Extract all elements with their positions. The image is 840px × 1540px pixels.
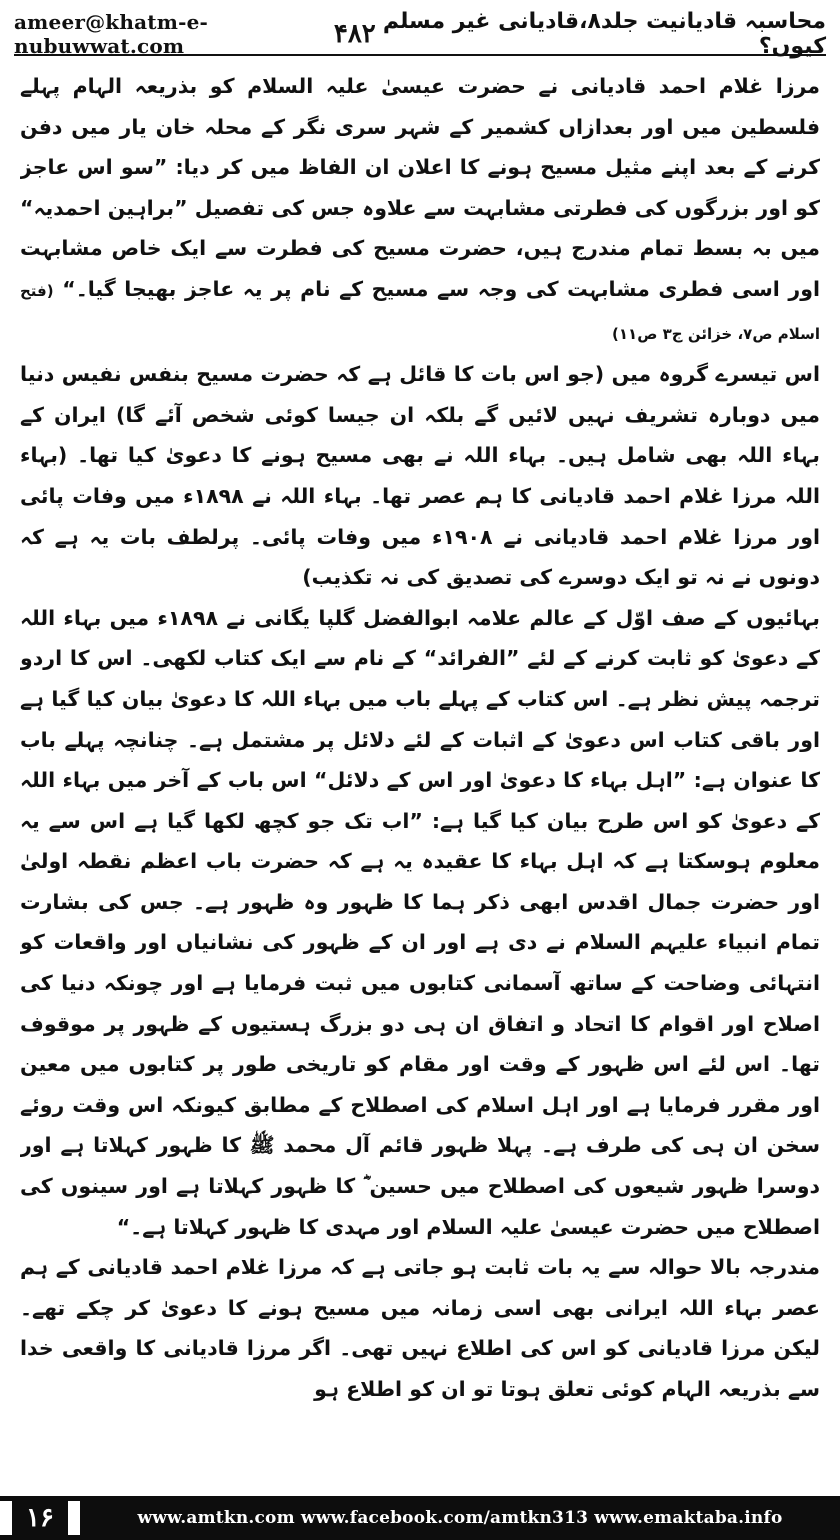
header-left bbox=[14, 10, 376, 58]
page-body bbox=[20, 66, 820, 1488]
page-footer bbox=[0, 1496, 840, 1540]
footer-page-number-box bbox=[0, 1501, 80, 1535]
paragraph-1-text: مرزا غلام احمد قادیانی نے حضرت عیسیٰ علیہ السلام کو بذریعہ الہام پہلے فلسطین میں اور بعدازاں کشمیر کے شہر سری نگر کے محلہ خان یار میں دفن کرنے کے بعد اپنے مثیل مسیح ہونے کا اعلان ان الفاظ میں کر دیا: ”سو اس عاجز کو اور بزرگوں کی فطرتی مشابہت سے علاوہ جس کی تفصیل ”براہین احمدیہ“ میں بہ بسط تمام مندرج ہیں، حضرت مسیح کی فطرت سے ایک خاص مشابہت اور اسی فطری مشابہت کی وجہ سے مسیح کے نام پر یہ عاجز بھیجا گیا۔“ bbox=[20, 74, 820, 301]
book-title: محاسبہ قادیانیت جلد۸،قادیانی غیر مسلم کیوں؟ bbox=[382, 9, 826, 59]
paragraph-1 bbox=[20, 66, 820, 354]
header-email: ameer@khatm-e-nubuwwat.com bbox=[14, 10, 208, 58]
citation: (فتح اسلام ص۷، خزائن ج۳ ص۱۱) bbox=[20, 281, 820, 343]
footer-urls: www.amtkn.com www.facebook.com/amtkn313 www.emaktaba.info bbox=[137, 1508, 783, 1528]
page-header bbox=[14, 9, 826, 59]
paragraph-3: بہائیوں کے صف اوّل کے عالم علامہ ابوالفضل گلپا یگانی نے ۱۸۹۸ء میں بہاء اللہ کے دعویٰ کو ثابت کرنے کے لئے ”الفرائد“ کے نام سے ایک کتاب لکھی۔ اس کا اردو ترجمہ پیش نظر ہے۔ اس کتاب کے پہلے باب میں بہاء اللہ کا دعویٰ بیان کیا گیا ہے اور باقی کتاب اس دعویٰ کے اثبات کے لئے دلائل پر مشتمل ہے۔ چنانچہ پہلے باب کا عنوان ہے: ”اہل بہاء کا دعویٰ اور اس کے دلائل“ اس باب کے آخر میں بہاء اللہ کے دعویٰ کو اس طرح بیان کیا گیا ہے: ”اب تک جو کچھ لکھا گیا ہے اس سے یہ معلوم ہوسکتا ہے کہ اہل بہاء کا عقیدہ یہ ہے کہ حضرت باب اعظم نقطہ اولیٰ اور حضرت جمال اقدس ابھی ذکر ہما کا ظہور وہ ظہور ہے۔ جس کی بشارت تمام انبیاء علیہم السلام نے دی ہے اور ان کے ظہور کی نشانیاں اور واقعات کو انتہائی وضاحت کے ساتھ آسمانی کتابوں میں ثبت فرمایا ہے اور چونکہ دنیا کی اصلاح اور اقوام کا اتحاد و اتفاق ان ہی دو بزرگ ہستیوں کے ظہور پر موقوف تھا۔ اس لئے اس ظہور کے وقت اور مقام کو تاریخی طور پر کتابوں میں معین اور مقرر فرمایا ہے اور اہل اسلام کی اصطلاح کے مطابق کیونکہ اس وقت روئے سخن ان ہی کی طرف ہے۔ پہلا ظہور قائم آل محمد ﷺ کا ظہور کہلاتا ہے اور دوسرا ظہور شیعوں کی اصطلاح میں حسین ؓ کا ظہور کہلاتا ہے اور سینوں کی اصطلاح میں حضرت عیسیٰ علیہ السلام اور مہدی کا ظہور کہلاتا ہے۔“ bbox=[20, 605, 820, 1239]
footer-page-number: ۱۶ bbox=[12, 1501, 68, 1535]
paragraph-2: اس تیسرے گروہ میں (جو اس بات کا قائل ہے کہ حضرت مسیح بنفس نفیس دنیا میں دوبارہ تشریف نہیں لائیں گے بلکہ ان جیسا کوئی شخص آئے گا) ایران کے بہاء اللہ بھی شامل ہیں۔ بہاء اللہ نے بھی مسیح ہونے کا دعویٰ کیا تھا۔ (بہاء اللہ مرزا غلام احمد قادیانی کا ہم عصر تھا۔ بہاء اللہ نے ۱۸۹۸ء میں وفات پائی اور مرزا غلام احمد قادیانی نے ۱۹۰۸ء میں وفات پائی۔ پرلطف بات یہ ہے کہ دونوں نے نہ تو ایک دوسرے کی تصدیق کی نہ تکذیب) bbox=[20, 362, 820, 590]
paragraph-4: مندرجہ بالا حوالہ سے یہ بات ثابت ہو جاتی ہے کہ مرزا غلام احمد قادیانی کے ہم عصر بہاء اللہ ایرانی بھی اسی زمانہ میں مسیح ہونے کا دعویٰ کر چکے تھے۔ لیکن مرزا قادیانی کو اس کی اطلاع نہیں تھی۔ اگر مرزا قادیانی کا واقعی خدا سے بذریعہ الہام کوئی تعلق ہوتا تو ان کو اطلاع ہو bbox=[20, 1255, 820, 1401]
header-page-number: ۴۸۲ bbox=[333, 19, 376, 49]
